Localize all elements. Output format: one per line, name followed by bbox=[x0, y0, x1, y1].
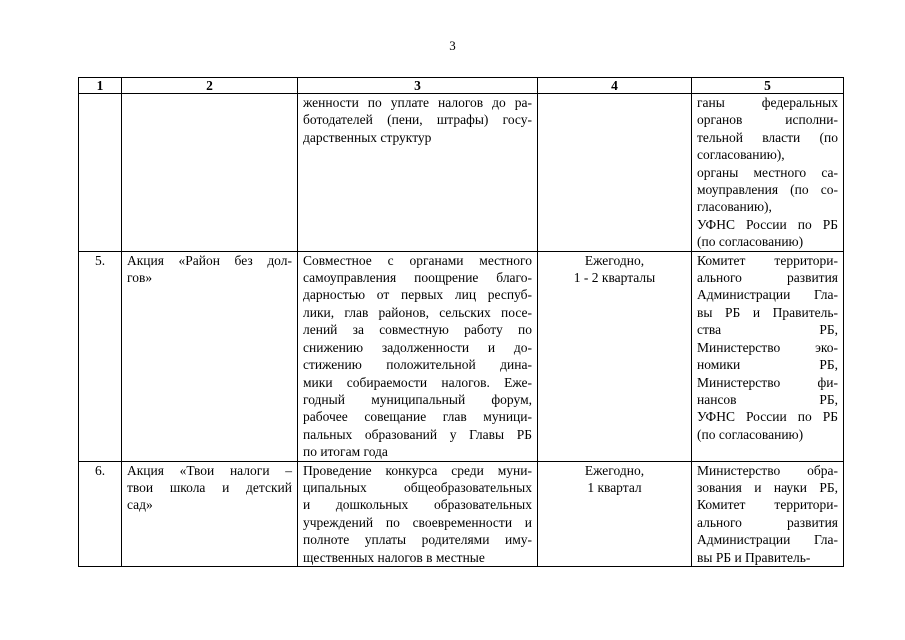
text-line: лики, глав районов, сельских посе- bbox=[303, 304, 532, 320]
text-line: вы РБ и Правитель- bbox=[697, 549, 811, 565]
measure-name bbox=[122, 94, 298, 252]
table-row bbox=[79, 94, 844, 252]
text-line: Комитет территори- bbox=[697, 497, 838, 513]
text-line: дарностью от первых лиц респуб- bbox=[303, 287, 532, 303]
text-line: учреждений по своевременности и bbox=[303, 514, 532, 530]
text-line: УФНС России по РБ bbox=[697, 216, 838, 232]
text-line: твои школа и детский bbox=[127, 479, 292, 495]
header-col-2: 2 bbox=[122, 78, 298, 94]
text-line: органы местного са- bbox=[697, 164, 838, 180]
measure-responsible bbox=[692, 251, 844, 461]
header-row bbox=[79, 78, 844, 94]
measure-period bbox=[538, 94, 692, 252]
text-line: и дошкольных образовательных bbox=[303, 497, 532, 513]
text-line: дарственных структур bbox=[303, 129, 432, 145]
text-line: тельной власти (по bbox=[697, 129, 838, 145]
text-line: моуправления (по со- bbox=[697, 182, 838, 198]
text-line: Министерство фи- bbox=[697, 374, 838, 390]
measure-responsible bbox=[692, 461, 844, 566]
text-line: зования и науки РБ, bbox=[697, 479, 838, 495]
text-line: ального развития bbox=[697, 270, 838, 286]
text-line: Министерство обра- bbox=[697, 462, 838, 478]
text-line: ципальных общеобразовательных bbox=[303, 479, 532, 495]
header-col-1: 1 bbox=[79, 78, 122, 94]
text-line: согласованию), bbox=[697, 147, 785, 163]
text-line: Министерство эко- bbox=[697, 339, 838, 355]
text-line: органов исполни- bbox=[697, 112, 838, 128]
text-line: Акция «Район без дол- bbox=[127, 252, 292, 268]
measure-name bbox=[122, 461, 298, 566]
page-number: 3 bbox=[449, 38, 456, 53]
measure-period bbox=[538, 251, 692, 461]
text-line: рабочее совещание глав муници- bbox=[303, 409, 532, 425]
text-line: 1 - 2 кварталы bbox=[573, 270, 656, 286]
text-line: годный муниципальный форум, bbox=[303, 391, 532, 407]
text-line: Проведение конкурса среди муни- bbox=[303, 462, 532, 478]
header-col-3: 3 bbox=[298, 78, 538, 94]
row-number: 6. bbox=[79, 461, 122, 566]
text-line: Администрации Гла- bbox=[697, 532, 838, 548]
text-line: номики РБ, bbox=[697, 357, 838, 373]
text-line: снижению задолженности и до- bbox=[303, 339, 532, 355]
text-line: Ежегодно, bbox=[584, 462, 645, 478]
table-row bbox=[79, 251, 844, 461]
measure-responsible bbox=[692, 94, 844, 252]
text-line: Комитет территори- bbox=[697, 252, 838, 268]
text-line: щественных налогов в местные bbox=[303, 549, 485, 565]
text-line: Администрации Гла- bbox=[697, 287, 838, 303]
measure-name bbox=[122, 251, 298, 461]
text-line: женности по уплате налогов до ра- bbox=[303, 95, 532, 110]
text-line: пальных образований у Главы РБ bbox=[303, 426, 532, 442]
table-row bbox=[79, 461, 844, 566]
measures-table bbox=[78, 77, 844, 567]
text-line: мики собираемости налогов. Еже- bbox=[303, 374, 532, 390]
measure-period bbox=[538, 461, 692, 566]
text-line: ботодателей (пени, штрафы) госу- bbox=[303, 112, 532, 128]
text-line: нансов РБ, bbox=[697, 391, 838, 407]
measure-description bbox=[298, 461, 538, 566]
text-line: ства РБ, bbox=[697, 322, 838, 338]
text-line: (по согласованию) bbox=[697, 426, 804, 442]
text-line: УФНС России по РБ bbox=[697, 409, 838, 425]
text-line: 1 квартал bbox=[587, 479, 642, 495]
text-line: сад» bbox=[127, 497, 153, 513]
header-col-4: 4 bbox=[538, 78, 692, 94]
text-line: (по согласованию) bbox=[697, 234, 804, 250]
text-line: стижению положительной дина- bbox=[303, 357, 532, 373]
text-line: лений за совместную работу по bbox=[303, 322, 532, 338]
text-line: полноте уплаты родителями иму- bbox=[303, 532, 532, 548]
text-line: Ежегодно, bbox=[584, 252, 645, 268]
row-number: 5. bbox=[79, 251, 122, 461]
text-line: Совместное с органами местного bbox=[303, 252, 532, 268]
row-number bbox=[79, 94, 122, 252]
header-col-5: 5 bbox=[692, 78, 844, 94]
text-line: ганы федеральных bbox=[697, 95, 838, 110]
text-line: гов» bbox=[127, 270, 153, 286]
text-line: вы РБ и Правитель- bbox=[697, 304, 838, 320]
text-line: гласованию), bbox=[697, 199, 772, 215]
measure-description bbox=[298, 251, 538, 461]
measure-description bbox=[298, 94, 538, 252]
text-line: по итогам года bbox=[303, 444, 388, 460]
text-line: Акция «Твои налоги – bbox=[127, 462, 292, 478]
text-line: ального развития bbox=[697, 514, 838, 530]
text-line: самоуправления поощрение благо- bbox=[303, 270, 532, 286]
